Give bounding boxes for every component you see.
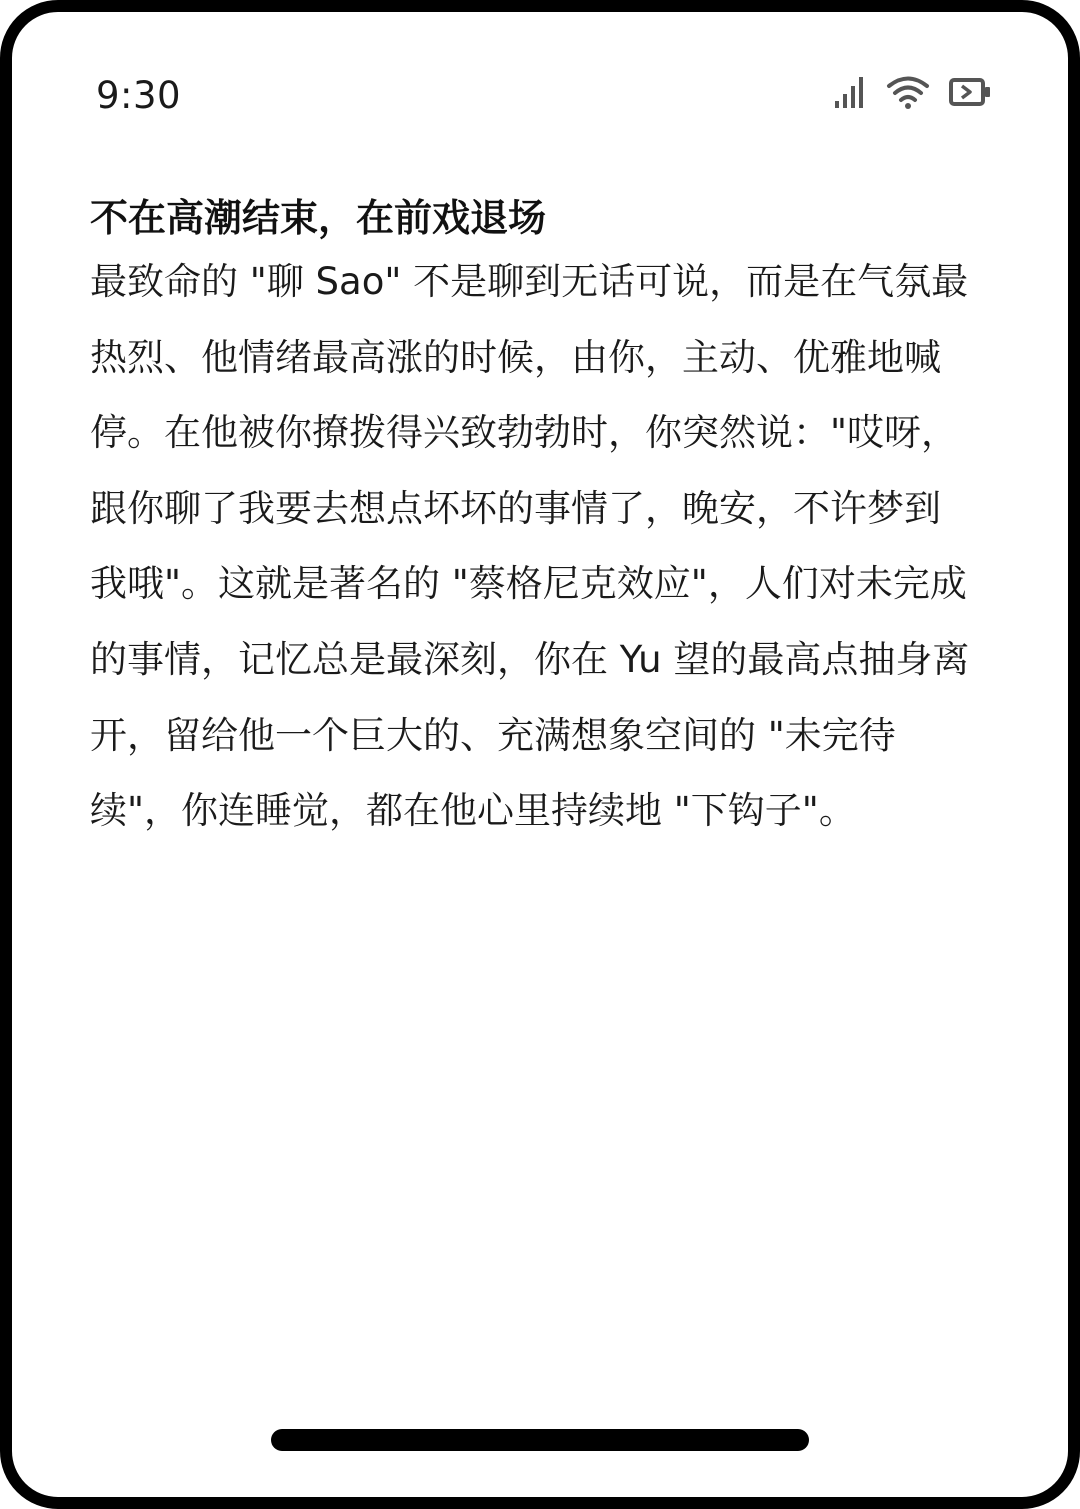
status-icons [832, 74, 992, 110]
status-time: 9:30 [96, 74, 182, 117]
article-title: 不在高潮结束，在前戏退场 [90, 196, 547, 240]
wifi-icon [886, 74, 930, 110]
body-line: 的事情，记忆总是最深刻，你在 Yu 望的最高点抽身离 [90, 637, 970, 681]
body-line: 跟你聊了我要去想点坏坏的事情了，晚安，不许梦到 [90, 486, 941, 530]
body-line: 停。在他被你撩拨得兴致勃勃时，你突然说："哎呀， [90, 411, 959, 455]
body-line: 我哦"。这就是著名的 "蔡格尼克效应"，人们对未完成 [90, 562, 967, 606]
status-bar [96, 70, 992, 122]
body-line: 开，留给他一个巨大的、充满想象空间的 "未完待 [90, 713, 896, 757]
home-indicator[interactable] [271, 1429, 809, 1451]
body-line: 最致命的 "聊 Sao" 不是聊到无话可说，而是在气氛最 [90, 260, 969, 303]
article-body [90, 254, 1000, 859]
signal-icon [832, 74, 868, 110]
body-line: 热烈、他情绪最高涨的时候，由你，主动、优雅地喊 [90, 335, 941, 379]
battery-icon [948, 74, 992, 110]
article-content [90, 190, 1000, 859]
body-line: 续"，你连睡觉，都在他心里持续地 "下钩子"。 [90, 789, 856, 833]
